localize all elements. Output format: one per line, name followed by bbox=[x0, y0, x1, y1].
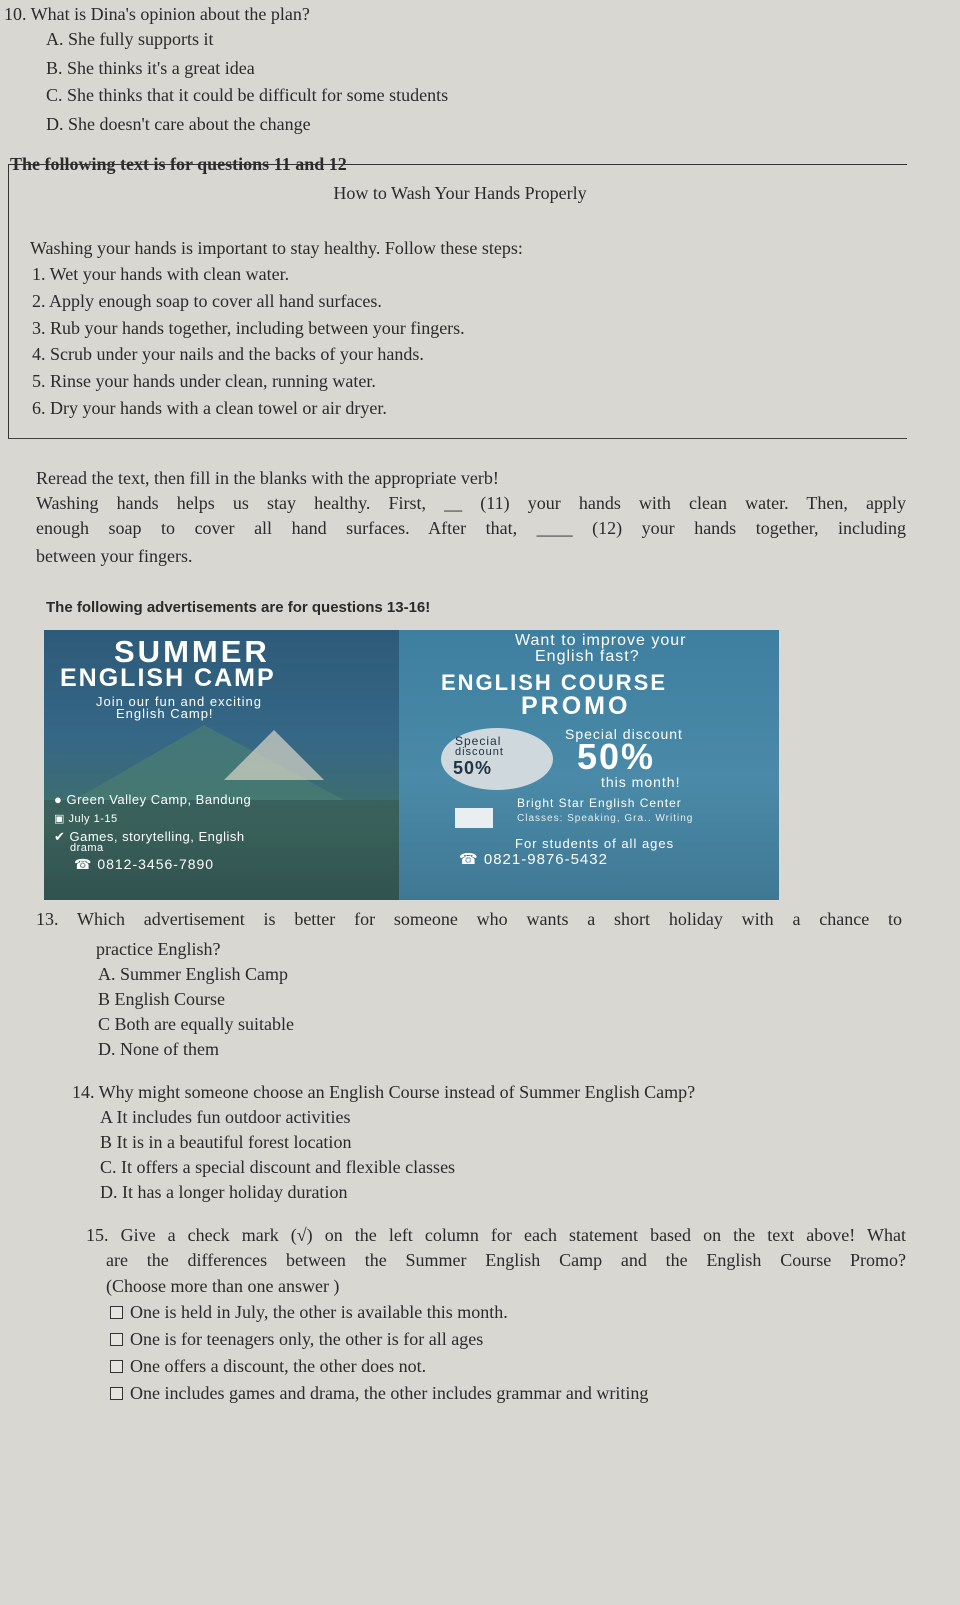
this-month-label: this month! bbox=[601, 774, 681, 790]
camp-activities-2: drama bbox=[70, 842, 104, 854]
section-heading-11-12: The following text is for questions 11 and 12 bbox=[10, 154, 347, 174]
step-5: 5. Rinse your hands under clean, running water. bbox=[32, 371, 376, 391]
camp-subtitle-1: Join our fun and exciting bbox=[96, 694, 262, 709]
checkbox[interactable] bbox=[110, 1306, 123, 1319]
q15-statement-1[interactable]: One is held in July, the other is available this month. bbox=[110, 1300, 508, 1324]
step-3: 3. Rub your hands together, including between your fingers. bbox=[32, 318, 465, 338]
q15-question-line-3: (Choose more than one answer ) bbox=[106, 1276, 340, 1296]
q14-option-b: B It is in a beautiful forest location bbox=[100, 1132, 352, 1152]
course-phone: ☎ 0821-9876-5432 bbox=[459, 851, 608, 868]
check-icon: ✔ bbox=[54, 829, 70, 844]
phone-icon: ☎ bbox=[74, 856, 98, 872]
camp-phone: ☎ 0812-3456-7890 bbox=[74, 856, 215, 872]
q14-option-a: A It includes fun outdoor activities bbox=[100, 1107, 351, 1127]
location-pin-icon: ● bbox=[54, 792, 67, 807]
q15-statement-4[interactable]: One includes games and drama, the other includes grammar and writing bbox=[110, 1381, 648, 1405]
text-box-title: How to Wash Your Hands Properly bbox=[333, 183, 587, 203]
step-1: 1. Wet your hands with clean water. bbox=[32, 264, 290, 284]
badge-special: Special bbox=[455, 734, 502, 748]
q14-option-d: D. It has a longer holiday duration bbox=[100, 1182, 348, 1202]
q15-question-line-2: are the differences between the Summer English Camp and the English Course Promo? bbox=[106, 1250, 906, 1270]
step-2: 2. Apply enough soap to cover all hand surfaces. bbox=[32, 291, 382, 311]
q13-option-a: A. Summer English Camp bbox=[98, 964, 288, 984]
q15-statement-3[interactable]: One offers a discount, the other does not. bbox=[110, 1354, 426, 1378]
camp-title-english-camp: ENGLISH CAMP bbox=[60, 664, 276, 692]
q13-question-line-2: practice English? bbox=[96, 939, 221, 959]
camp-date: ▣ July 1-15 bbox=[54, 813, 118, 825]
badge-percent: 50% bbox=[453, 758, 493, 778]
badge-discount: discount bbox=[455, 746, 504, 758]
q10-option-b: B. She thinks it's a great idea bbox=[46, 58, 255, 78]
checkbox[interactable] bbox=[110, 1360, 123, 1373]
fill-blanks-line-2: enough soap to cover all hand surfaces. After that, ____ (12) your hands together, including bbox=[36, 518, 906, 538]
text-box-intro: Washing your hands is important to stay healthy. Follow these steps: bbox=[30, 238, 523, 258]
q14-question: 14. Why might someone choose an English Course instead of Summer English Camp? bbox=[72, 1082, 696, 1102]
course-title-2: PROMO bbox=[521, 692, 631, 720]
q13-option-d: D. None of them bbox=[98, 1039, 219, 1059]
q10-option-c: C. She thinks that it could be difficult for some students bbox=[46, 85, 449, 105]
q13-option-b: B English Course bbox=[98, 989, 226, 1009]
course-headline-2: English fast? bbox=[535, 648, 640, 665]
center-name: Bright Star English Center bbox=[517, 796, 682, 810]
fill-blanks-line-1: Washing hands helps us stay healthy. First, __ (11) your hands with clean water. Then, apply bbox=[36, 493, 906, 513]
phone-icon: ☎ bbox=[459, 851, 484, 868]
camp-location: ● Green Valley Camp, Bandung bbox=[54, 792, 252, 807]
q10-option-d: D. She doesn't care about the change bbox=[46, 114, 311, 134]
summer-camp-advertisement bbox=[44, 630, 399, 900]
course-title-1: ENGLISH COURSE bbox=[441, 670, 668, 695]
special-discount-label: Special discount bbox=[565, 726, 683, 742]
checkbox[interactable] bbox=[110, 1387, 123, 1400]
camp-activities: ✔ Games, storytelling, English bbox=[54, 829, 245, 844]
q13-question-line-1: 13. Which advertisement is better for someone who wants a short holiday with a chance to bbox=[36, 909, 902, 929]
q10-option-a: A. She fully supports it bbox=[46, 29, 214, 49]
q15-statement-2[interactable]: One is for teenagers only, the other is for all ages bbox=[110, 1327, 483, 1351]
step-4: 4. Scrub under your nails and the backs of your hands. bbox=[32, 344, 424, 364]
course-classes: Classes: Speaking, Gra.. Writing bbox=[517, 813, 694, 824]
english-course-advertisement bbox=[399, 630, 779, 900]
camp-subtitle-2: English Camp! bbox=[116, 706, 214, 721]
q15-question-line-1: 15. Give a check mark (√) on the left column for each statement based on the text above! What bbox=[86, 1225, 906, 1245]
calendar-icon: ▣ bbox=[54, 813, 69, 825]
checkbox[interactable] bbox=[110, 1333, 123, 1346]
course-ages: For students of all ages bbox=[515, 836, 675, 851]
camp-title-summer: SUMMER bbox=[114, 634, 270, 669]
q14-option-c: C. It offers a special discount and flexible classes bbox=[100, 1157, 456, 1177]
step-6: 6. Dry your hands with a clean towel or air dryer. bbox=[32, 398, 387, 418]
building-icon bbox=[455, 808, 493, 828]
q10-question: 10. What is Dina's opinion about the plan? bbox=[4, 4, 310, 24]
section-heading-13-16: The following advertisements are for questions 13-16! bbox=[46, 599, 431, 616]
course-headline-1: Want to improve your bbox=[515, 632, 687, 649]
q13-option-c: C Both are equally suitable bbox=[98, 1014, 294, 1034]
big-discount-percent: 50% bbox=[577, 736, 656, 777]
fill-blanks-line-3: between your fingers. bbox=[36, 546, 193, 566]
fill-blanks-instruction: Reread the text, then fill in the blanks with the appropriate verb! bbox=[36, 468, 499, 488]
